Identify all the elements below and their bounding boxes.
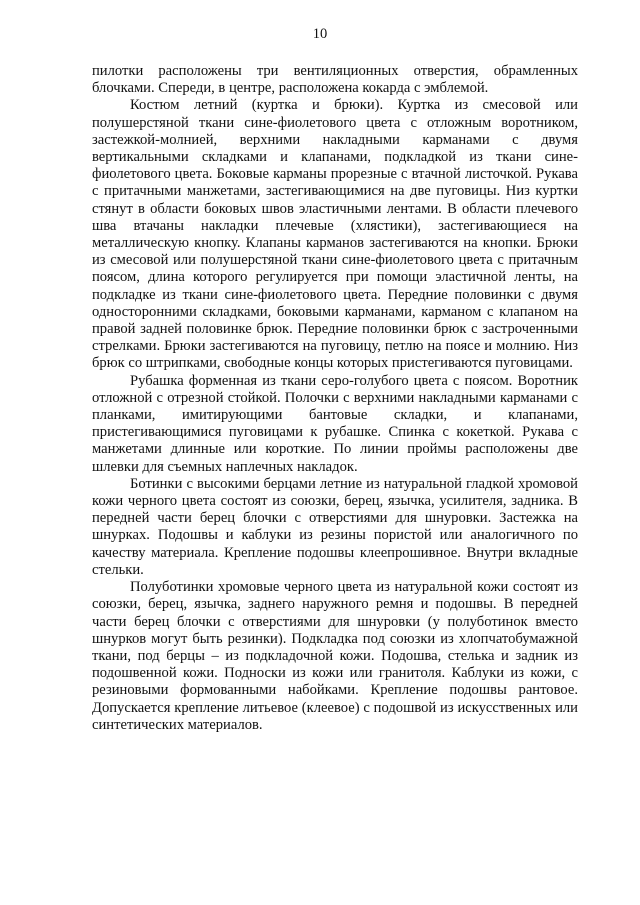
page-number: 10 — [312, 26, 328, 42]
paragraph-uniform-shirt: Рубашка форменная из ткани серо-голубого цвета с поясом. Воротник отложной с отрезной стойкой. Полочки с верхними накладными карманами с планками, имитирующими бантовые складки, и клапанами, пристегивающимися пуговицами к рубашке. Спинка с кокеткой. Рукава с манжетами длинные или короткие. По линии проймы расположены две шлевки для съемных наплечных накладок. — [92, 372, 578, 475]
paragraph-low-shoes: Полуботинки хромовые черного цвета из натуральной кожи состоят из союзки, берец, язычка, заднего наружного ремня и подошвы. В передней части берец блочки с отверстиями для шнуровки (у полуботинок вместо шнурков могут быть резинки). Подкладка под союзки из хлопчатобумажной ткани, под берцы – из подкладочной кожи. Подошва, стелька и задник из подошвенной кожи. Подноски из кожи или гранитоля. Каблуки из кожи, с резиновыми формованными набойками. Крепление подошвы рантовое. Допускается крепление литьевое (клеевое) с подошвой из искусственных или синтетических материалов. — [92, 579, 578, 733]
paragraph-cap-continuation: пилотки расположены три вентиляционных отверстия, обрамленных блочками. Спереди, в центре, расположена кокарда с эмблемой. — [92, 63, 578, 97]
document-body — [92, 63, 578, 734]
paragraph-high-boots: Ботинки с высокими берцами летние из натуральной гладкой хромовой кожи черного цвета состоят из союзки, берец, язычка, усилителя, задника. В передней части берец блочки с отверстиями для шнуровки. Застежка на шнурках. Подошвы и каблуки из резины пористой или аналогичного по качеству материала. Крепление подошвы клеепрошивное. Внутри вкладные стельки. — [92, 475, 578, 578]
paragraph-summer-suit: Костюм летний (куртка и брюки). Куртка из смесовой или полушерстяной ткани сине-фиолетового цвета с отложным воротником, застежкой-молнией, верхними накладными карманами с двумя вертикальными складками и клапанами, подкладкой из ткани сине-фиолетового цвета. Боковые карманы прорезные с втачной листочкой. Рукава с притачными манжетами, застегивающимися на две пуговицы. Низ куртки стянут в области боковых швов эластичными лентами. В области плечевого шва втачаны накладки плечевые (хлястики), застегивающиеся на металлическую кнопку. Клапаны карманов застегиваются на кнопки. Брюки из смесовой или полушерстяной ткани сине-фиолетового цвета с притачным поясом, длина которого регулируется при помощи эластичной ленты, на подкладке из ткани сине-фиолетового цвета. Передние половинки с двумя односторонними складками, боковыми карманами, карманом с клапаном на правой задней половинке брюк. Передние половинки брюк с застроченными стрелками. Брюки застегиваются на пуговицу, петлю на поясе и молнию. Низ брюк со штрипками, свободные концы которых пристегиваются пуговицами. — [92, 97, 578, 372]
